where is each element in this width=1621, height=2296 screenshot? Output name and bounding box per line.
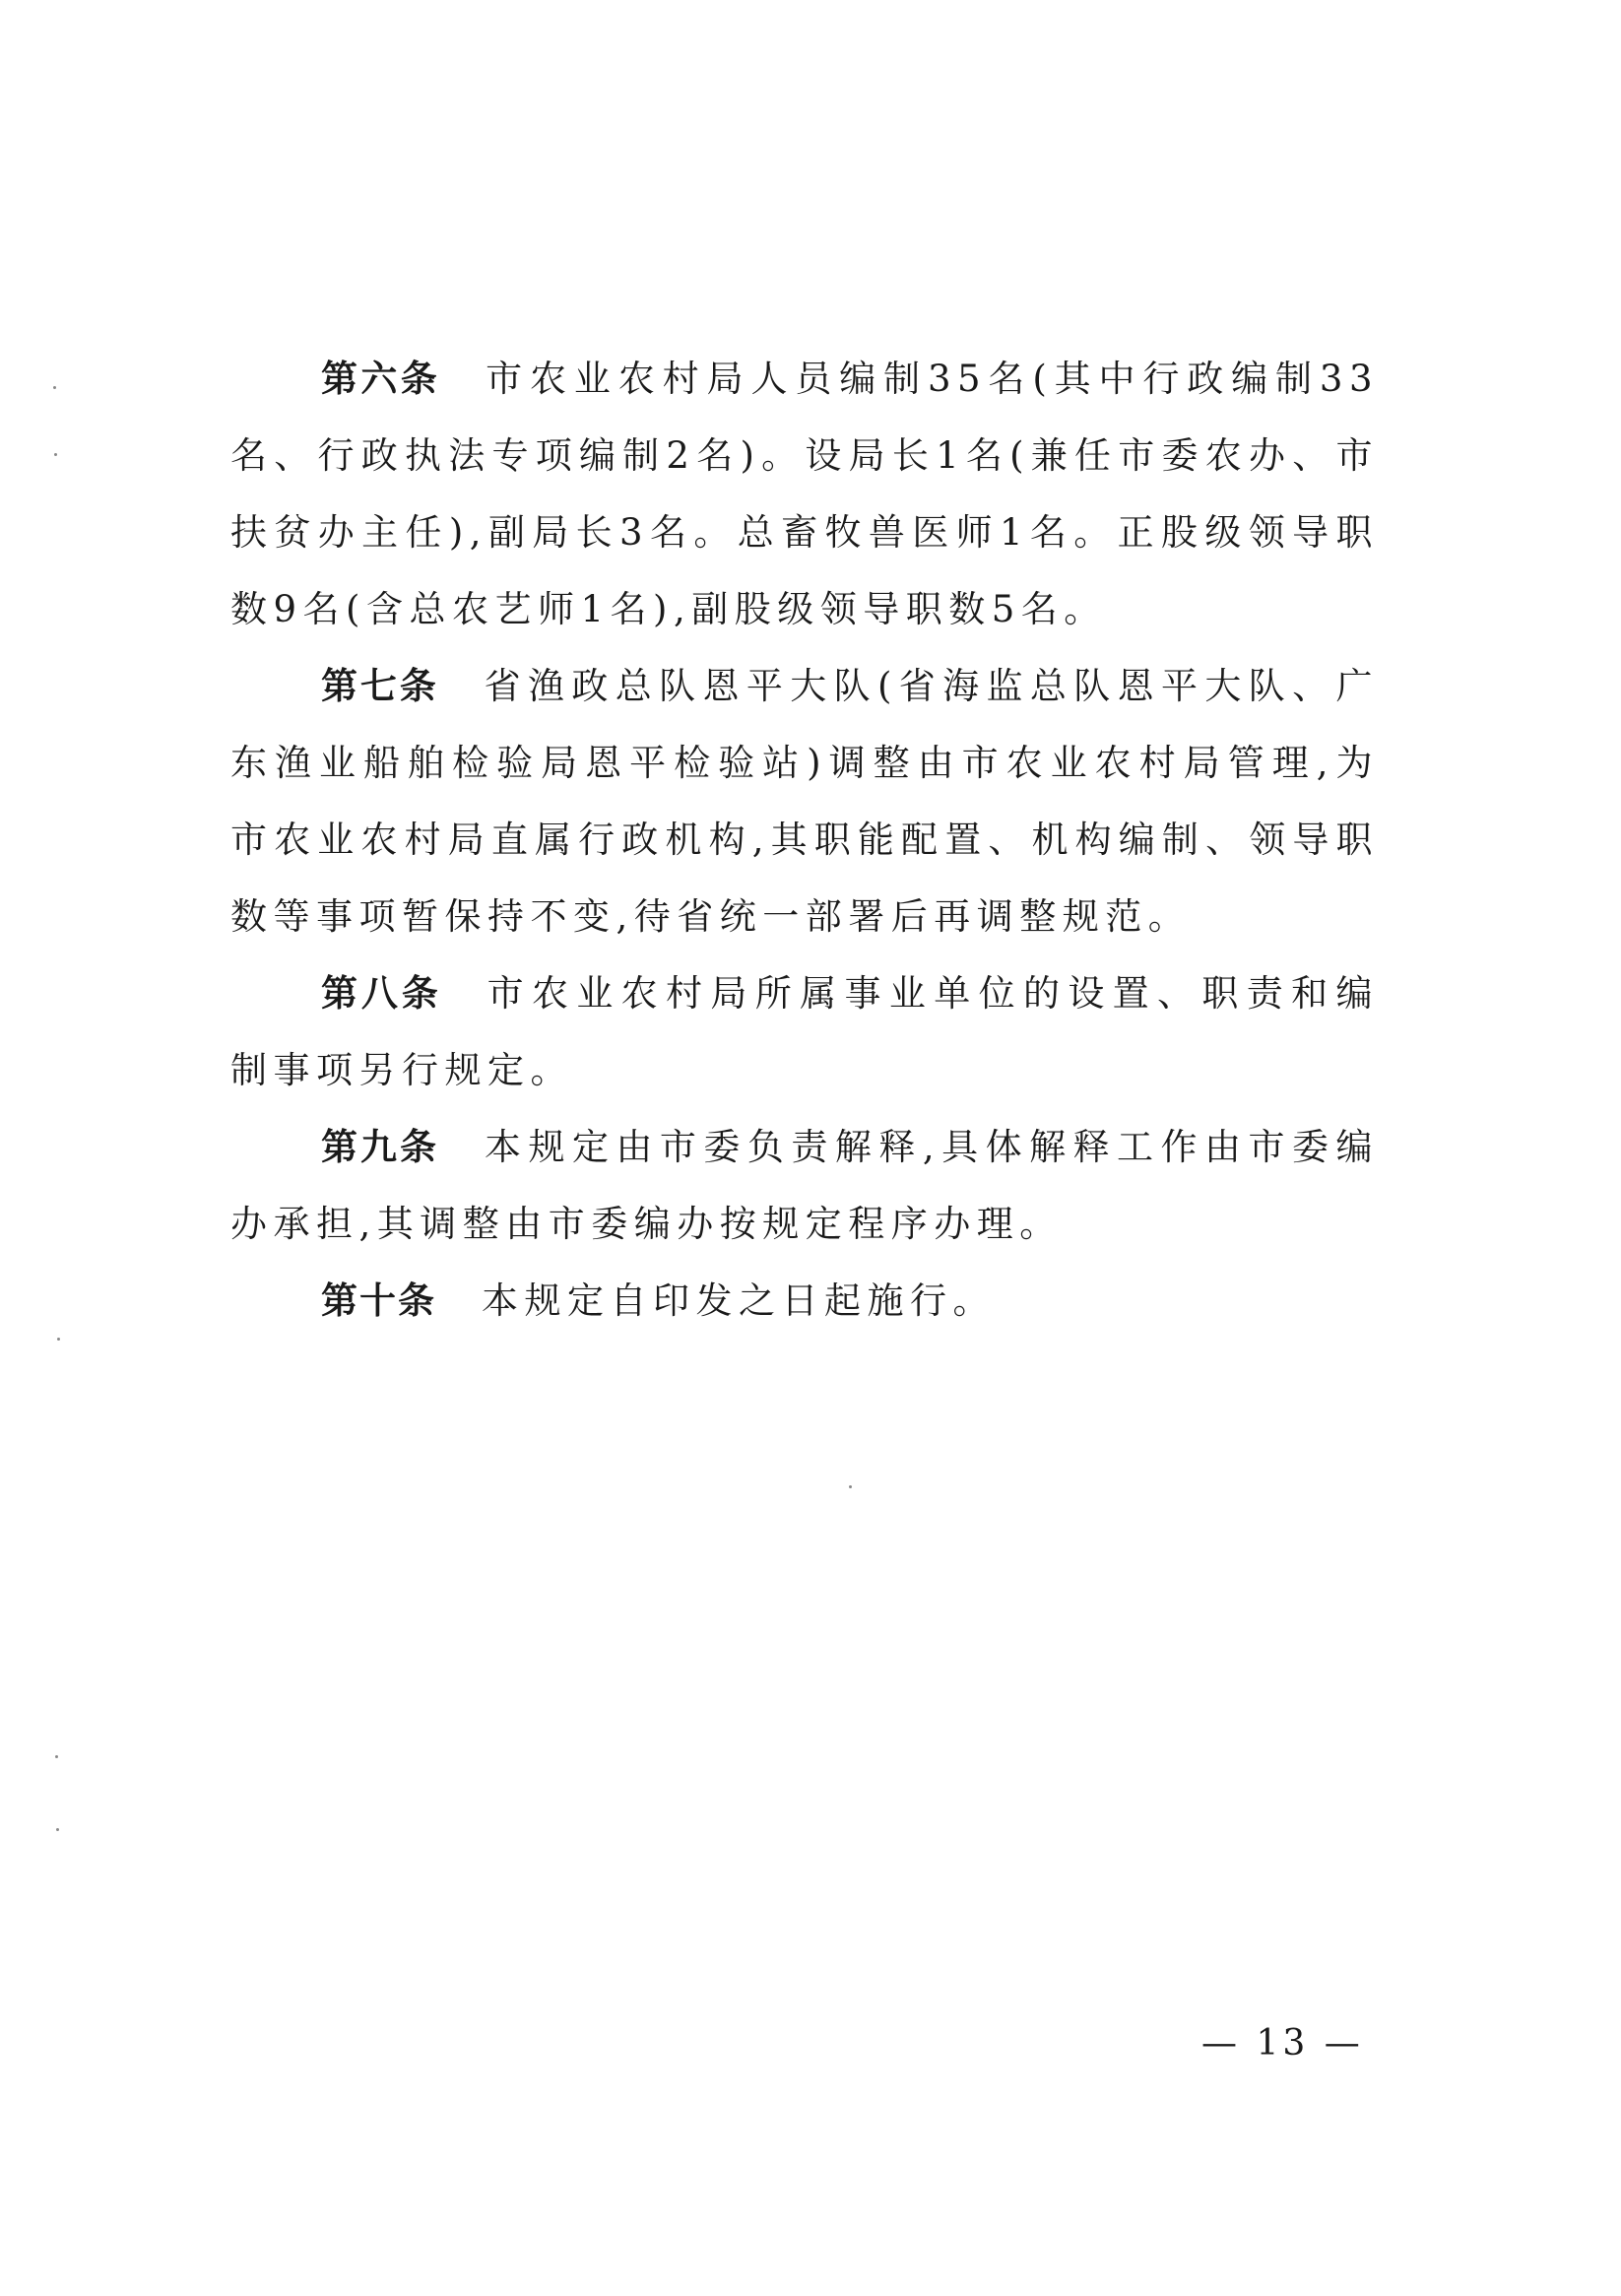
scan-artifact <box>55 1755 58 1758</box>
article-heading: 第九条 <box>321 1126 439 1168</box>
article-text: 市农业农村局人员编制35名(其中行政编制33名、行政执法专项编制2名)。设局长1名(兼任市委农办、市扶贫办主任),副局长3名。总畜牧兽医师1名。正股级领导职数9名(含总农艺师1名),副股级领导职数5名。 <box>230 358 1379 630</box>
scan-artifact <box>849 1485 852 1488</box>
scan-artifact <box>53 386 56 389</box>
article-10 <box>230 1263 1379 1340</box>
document-body <box>230 341 1379 1340</box>
scan-artifact <box>56 1828 59 1831</box>
article-heading: 第七条 <box>321 665 439 707</box>
article-text: 本规定由市委负责解释,具体解释工作由市委编办承担,其调整由市委编办按规定程序办理。 <box>230 1126 1379 1245</box>
article-9 <box>230 1109 1379 1263</box>
article-heading: 第六条 <box>321 358 441 400</box>
scan-artifact <box>54 453 57 456</box>
article-6 <box>230 341 1379 648</box>
scan-artifact <box>57 1338 60 1341</box>
article-7 <box>230 648 1379 955</box>
article-text: 市农业农村局所属事业单位的设置、职责和编制事项另行规定。 <box>230 972 1380 1091</box>
page-number: — 13 — <box>1201 2023 1364 2064</box>
article-text: 本规定自印发之日起施行。 <box>482 1279 996 1322</box>
article-8 <box>230 955 1379 1109</box>
article-heading: 第十条 <box>321 1279 436 1322</box>
article-text: 省渔政总队恩平大队(省海监总队恩平大队、广东渔业船舶检验局恩平检验站)调整由市农业农村局管理,为市农业农村局直属行政机构,其职能配置、机构编制、领导职数等事项暂保持不变,待省统一部署后再调整规范。 <box>230 665 1380 938</box>
article-heading: 第八条 <box>321 972 442 1015</box>
